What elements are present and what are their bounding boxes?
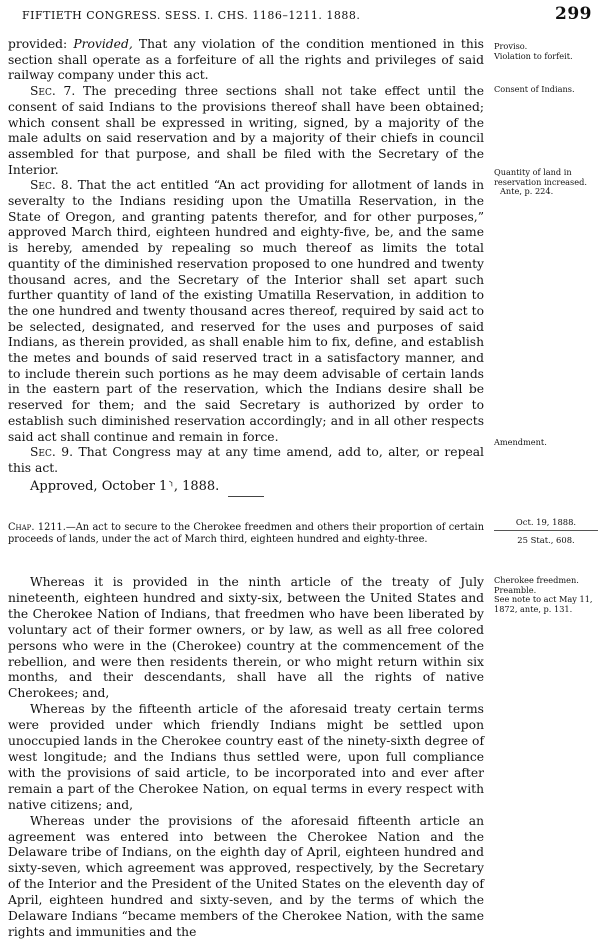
- section-9-text: That Congress may at any time amend, add to, alter, or repeal this act.: [8, 445, 484, 475]
- margin-note-proviso: [494, 42, 598, 61]
- cherokee-note: Cherokee freedmen.: [494, 575, 579, 585]
- margin-note-amendment: Amendment.: [494, 437, 547, 447]
- section-8-label: Sec. 8.: [30, 178, 73, 193]
- section-b-text: [8, 575, 484, 941]
- whereas-paragraph-2: Whereas by the fifteenth article of the aforesaid treaty certain terms were provided under which friendly Indians might be settled upon unoccupied lands in the Cherokee country east of the ninety-sixth degree of west longitude; and the Indians thus settled were, upon full compliance with the provisions of said article, to be incorporated into and ever after remain a part of the Cherokee Nation, on equal terms in every respect with native citizens; and,: [8, 702, 484, 812]
- margin-note-quantity: [494, 168, 596, 197]
- section-7-paragraph: [8, 84, 484, 178]
- approved-line: Approved, October 1⸃, 1888.: [30, 478, 220, 494]
- chapter-date-box: [494, 517, 598, 546]
- forfeit-note: Violation to forfeit.: [494, 50, 573, 61]
- chapter-title: —An act to secure to the Cherokee freedmen and others their proportion of certain proceeds of lands, under the act of March third, eighteen hundred and eighty-three.: [8, 522, 484, 545]
- section-7-text: The preceding three sections shall not take effect until the consent of said Indians to the provisions thereof shall have been obtained; which consent shall be expressed in writing, signed, by a majority of the male adults on said reservation and by a majority of their chiefs in council assembled for that purpose, and shall be filed with the Secretary of the Interior.: [8, 84, 484, 177]
- preamble-note: Preamble.: [494, 584, 537, 595]
- chapter-statute: 25 Stat., 608.: [517, 535, 575, 545]
- section-divider: [228, 496, 264, 497]
- running-header: [10, 4, 592, 26]
- continuation-text: provided:: [8, 37, 74, 51]
- proviso-note: Proviso.: [494, 41, 528, 51]
- quantity-note: Quantity of land in reservation increased.: [494, 167, 587, 187]
- margin-note-cherokee: [494, 576, 598, 614]
- continuation-paragraph: [8, 37, 484, 84]
- chapter-date: Oct. 19, 1888.: [494, 517, 598, 531]
- section-9-paragraph: [8, 445, 484, 476]
- section-9-label: Sec. 9.: [30, 445, 74, 460]
- section-7-label: Sec. 7.: [30, 84, 76, 99]
- section-8-text: That the act entitled “An act providing for allotment of lands in severalty to the Indians residing upon the Umatilla Reservation, in the State of Oregon, and granting patents therefor, and for other purposes,” approved March third, eighteen hundred and eighty-five, be, and the same is hereby, amended by repealing so much thereof as limits the total quantity of the diminished reservation proposed to one hundred and twenty thousand acres, and the Secretary of the Interior shall set apart such further quantity of land of the existing Umatilla Reservation, in addition to the one hundred and twenty thousand acres thereof, required by said act to be selected, designated, and reserved for the uses and purposes of said Indians, as therein provided, as shall enable him to fix, define, and establish the metes and bounds of said reserved tract in a satisfactory manner, and to include therein such portions as he may deem advisable of certain lands in the eastern part of the reservation, which the Indians desire shall be reserved for them; and the said Secretary is authorized by order to establish such diminished reservation accordingly; and in all other respects said act shall continue and remain in force.: [8, 178, 484, 444]
- chapter-label: Chap. 1211.: [8, 522, 66, 533]
- chapter-heading: [8, 522, 484, 546]
- page-number: 299: [555, 4, 592, 24]
- section-a-text: [8, 37, 484, 494]
- see-note: See note to act May 11, 1872, ante, p. 131.: [494, 594, 593, 614]
- ante-note: Ante, p. 224.: [500, 186, 554, 197]
- continuation-text-rest: That any violation of the condition mentioned in this section shall operate as a forfeiture of all the rights and privileges of said railway company under this act.: [8, 37, 484, 83]
- whereas-paragraph-3: Whereas under the provisions of the aforesaid fifteenth article an agreement was entered into between the Cherokee Nation and the Delaware tribe of Indians, on the eighth day of April, eighteen hundred and sixty-seven, which agreement was approved, respectively, by the Secretary of the Interior and the President of the United States on the eleventh day of April, eighteen hundred and sixty-seven, and by the terms of which the Delaware Indians “became members of the Cherokee Nation, with the same rights and immunities and the: [8, 813, 484, 939]
- provided-italic: Provided,: [73, 37, 133, 51]
- running-head: FIFTIETH CONGRESS. SESS. I. CHS. 1186–1211. 1888.: [22, 9, 361, 22]
- section-8-paragraph: [8, 178, 484, 445]
- margin-note-consent: Consent of Indians.: [494, 84, 575, 94]
- whereas-paragraph-1: Whereas it is provided in the ninth article of the treaty of July nineteenth, eighteen hundred and sixty-six, between the United States and the Cherokee Nation of Indians, that freedmen who have been liberated by voluntary act of their former owners, or by law, as well as all free colored persons who were in the (Cherokee) country at the commencement of the rebellion, and were then residents therein, or who might return within six months, and their descendants, shall have all the rights of native Cherokees; and,: [8, 575, 484, 701]
